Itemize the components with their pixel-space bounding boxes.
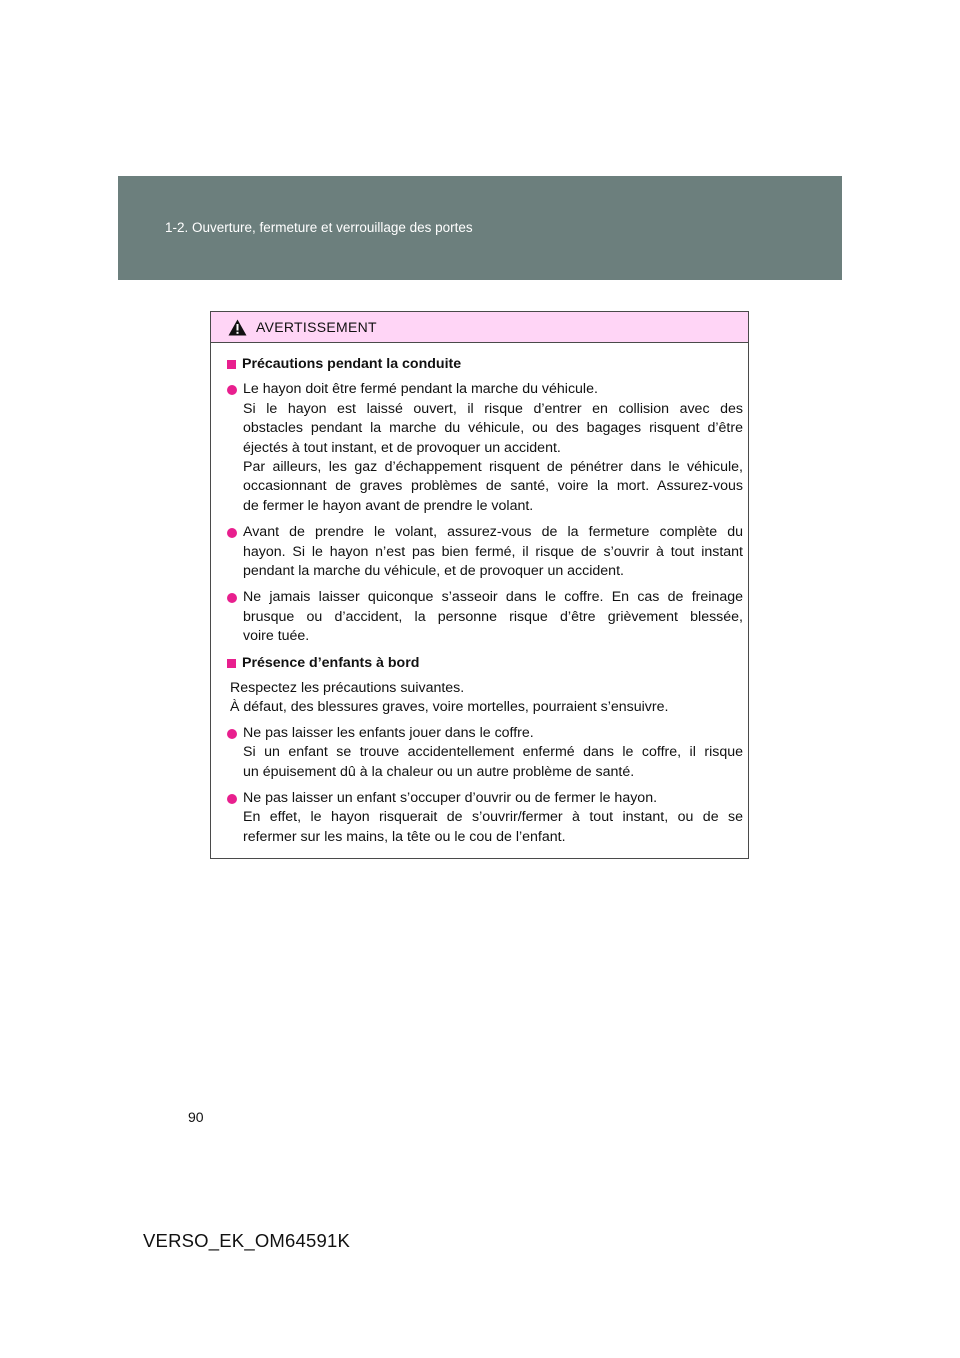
warning-box [210, 311, 749, 859]
warning-intro-line: Respectez les précautions suivantes. [230, 680, 465, 696]
section-header-band [118, 176, 842, 280]
item-bullet-dot-icon [227, 794, 237, 804]
warning-triangle-icon [228, 319, 247, 336]
section-bullet-square-icon [227, 360, 236, 369]
section-title: 1-2. Ouverture, fermeture et verrouillage des portes [165, 220, 473, 235]
item-bullet-dot-icon [227, 528, 237, 538]
warning-section-title: Présence d’enfants à bord [242, 654, 420, 671]
warning-item-line: éjectés à tout instant, et de provoquer un accident. [243, 439, 561, 456]
warning-item-line: de fermer le hayon avant de prendre le volant. [243, 497, 534, 514]
warning-item-line: occasionnant de graves problèmes de santé, voire la mort. Assurez-vous [243, 478, 743, 495]
warning-item-line: En effet, le hayon risquerait de s’ouvrir/fermer à tout instant, ou de se [243, 809, 743, 826]
warning-item-line: Le hayon doit être fermé pendant la marche du véhicule. [243, 381, 598, 398]
warning-item-line: un épuisement dû à la chaleur ou un autre problème de santé. [243, 763, 635, 780]
warning-item-line: Avant de prendre le volant, assurez-vous de la fermeture complète du [243, 524, 743, 541]
warning-item-line: hayon. Si le hayon n’est pas bien fermé, il risque de s’ouvrir à tout instant [243, 543, 743, 560]
warning-item-line: pendant la marche du véhicule, et de provoquer un accident. [243, 563, 624, 579]
warning-item-line: Si un enfant se trouve accidentellement enfermé dans le coffre, il risque [243, 744, 743, 761]
warning-header [211, 312, 748, 343]
warning-item-line: Ne pas laisser les enfants jouer dans le coffre. [243, 724, 534, 741]
item-bullet-dot-icon [227, 385, 237, 395]
warning-item-line: obstacles pendant la marche du véhicule, ou des bagages risquent d’être [243, 420, 743, 437]
page-number: 90 [188, 1109, 204, 1125]
warning-item-line: Si le hayon est laissé ouvert, il risque d’entrer en collision avec des [243, 400, 743, 417]
warning-title: AVERTISSEMENT [256, 319, 377, 335]
item-bullet-dot-icon [227, 729, 237, 739]
warning-item-line: Ne jamais laisser quiconque s’asseoir dans le coffre. En cas de freinage [243, 589, 743, 606]
item-bullet-dot-icon [227, 593, 237, 603]
section-bullet-square-icon [227, 659, 236, 668]
document-id: VERSO_EK_OM64591K [143, 1230, 351, 1251]
warning-intro-line: À défaut, des blessures graves, voire mortelles, pourraient s’ensuivre. [230, 699, 669, 716]
warning-item-line: brusque ou d’accident, la personne risque d’être grièvement blessée, [243, 608, 743, 625]
warning-item-line: Ne pas laisser un enfant s’occuper d’ouvrir ou de fermer le hayon. [243, 790, 658, 806]
warning-section-title: Précautions pendant la conduite [242, 356, 462, 372]
warning-item-line: Par ailleurs, les gaz d’échappement risquent de pénétrer dans le véhicule, [243, 459, 743, 475]
warning-item-line: refermer sur les mains, la tête ou le cou de l’enfant. [243, 828, 566, 845]
warning-item-line: voire tuée. [243, 628, 310, 645]
